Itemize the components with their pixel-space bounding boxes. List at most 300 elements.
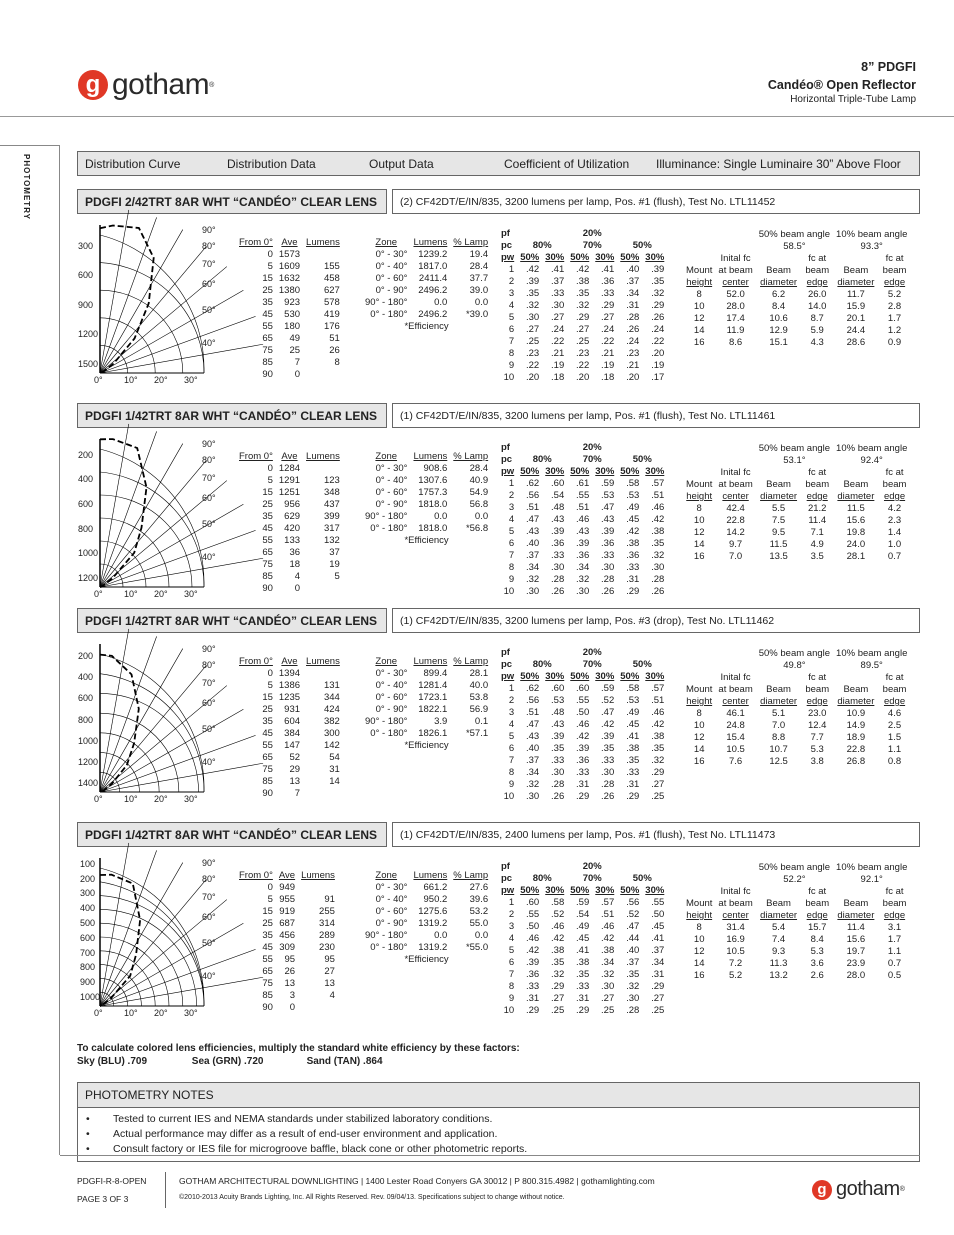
cu-cell: 1	[508, 478, 515, 489]
table-row	[236, 571, 343, 583]
cu-cell: 7	[508, 755, 515, 766]
table-row	[236, 942, 338, 954]
table-row	[498, 574, 667, 586]
tab-coefficient-of-utilization[interactable]: Coefficient of Utilization	[504, 156, 630, 171]
ill-cell: 12.4	[807, 720, 827, 731]
table-row	[498, 981, 667, 993]
dist-cell: 54	[329, 752, 340, 763]
dist-cell: 15	[262, 906, 273, 917]
cu-cell: .32	[526, 779, 540, 790]
factor-sea: Sea (GRN) .720	[191, 1056, 264, 1067]
ill-cell: 12.9	[769, 325, 788, 336]
polar-ring-label: 800	[80, 962, 96, 973]
ill-cell: 11.7	[846, 289, 865, 300]
ill-cell: 24.0	[846, 539, 866, 550]
table-row	[236, 499, 343, 511]
cu-cell: .26	[626, 324, 640, 335]
polar-ring-label: 200	[80, 873, 96, 884]
ill-cell: 8.7	[810, 313, 824, 324]
cu-cell: 10	[503, 586, 515, 597]
cu-pf-label: pf	[501, 442, 510, 453]
cu-pc-label: pc	[501, 454, 513, 465]
ill-cell: 15.6	[846, 934, 866, 945]
cu-cell: .42	[601, 933, 615, 944]
ill-header: Mount	[686, 684, 713, 695]
dist-cell: 1380	[278, 285, 301, 296]
cu-cell: .55	[651, 897, 665, 908]
dist-cell: 458	[323, 273, 340, 284]
cu-cell: .40	[526, 538, 540, 549]
cu-cell: .33	[601, 550, 615, 561]
cu-cell: .46	[651, 502, 665, 513]
table-row	[498, 909, 667, 921]
cu-floor-reflectance: 20%	[582, 647, 602, 658]
ill-header: beam	[805, 898, 830, 909]
tab-illuminance[interactable]: Illuminance: Single Luminaire 30” Above Floor	[656, 156, 901, 171]
output-cell: 0° - 30°	[375, 463, 408, 474]
cu-pc-label: pc	[501, 240, 513, 251]
polar-angle-label: 60°	[202, 912, 216, 922]
dist-header: Ave	[281, 237, 298, 248]
cu-cell: .44	[626, 933, 640, 944]
ill-cell: 7.5	[771, 515, 786, 526]
table-row	[498, 312, 667, 324]
cu-cell: .38	[601, 945, 615, 956]
cu-cell: 5	[508, 945, 515, 956]
dist-header: Lumens	[301, 870, 335, 881]
beam-50-label: 50% beam angle	[758, 229, 831, 240]
ill-header: diameter	[837, 491, 875, 502]
ill-cell: 3.5	[810, 551, 824, 562]
cu-cell: .29	[601, 300, 615, 311]
cu-cell: 9	[508, 993, 515, 1004]
cu-cell: .46	[576, 719, 590, 730]
ill-cell: 18.9	[846, 732, 866, 743]
table-row	[683, 934, 910, 946]
table-row	[236, 583, 343, 595]
footer-g-icon: g	[812, 1180, 832, 1200]
ill-cell: 0.7	[887, 551, 902, 562]
ill-cell: 2.6	[810, 970, 824, 981]
beam-50-label: 50% beam angle	[758, 443, 831, 454]
gotham-g-icon: g	[78, 70, 108, 100]
ill-header: diameter	[760, 491, 798, 502]
dist-cell: 419	[323, 309, 340, 320]
table-row	[236, 297, 343, 309]
cu-cell: .54	[576, 909, 590, 920]
cu-cell: .32	[576, 300, 590, 311]
ill-cell: 1.0	[887, 539, 902, 550]
dist-cell	[303, 583, 343, 595]
cu-cell: .30	[551, 767, 565, 778]
dist-cell: 0	[294, 583, 301, 594]
output-cell: 28.1	[469, 668, 489, 679]
dist-cell: 420	[284, 523, 301, 534]
table-row	[498, 945, 667, 957]
output-cell: 90° - 180°	[365, 297, 408, 308]
ill-cell: 1.7	[887, 934, 902, 945]
output-cell: 0° - 60°	[375, 692, 408, 703]
polar-ring-label: 900	[78, 299, 94, 310]
tab-distribution-curve[interactable]: Distribution Curve	[85, 156, 181, 171]
cu-cell: .25	[601, 1005, 615, 1016]
ill-cell: 11.4	[846, 922, 865, 933]
output-cell: 1319.2	[418, 918, 448, 929]
table-row	[362, 728, 491, 740]
cu-ceiling-70: 70%	[582, 454, 602, 465]
cu-cell: 2	[508, 695, 515, 706]
ill-cell: 5.1	[771, 708, 786, 719]
cu-cell: .30	[601, 562, 615, 573]
cu-cell: .46	[551, 921, 565, 932]
cu-cell: .59	[601, 478, 615, 489]
cu-cell: .35	[576, 288, 590, 299]
cu-cell: .47	[526, 719, 540, 730]
ill-header: diameter	[837, 696, 875, 707]
section-test-note: (2) CF42DT/E/IN/835, 3200 lumens per lamp, Pos. #1 (flush), Test No. LTL11452	[392, 189, 920, 214]
output-header: Zone	[375, 656, 398, 667]
dist-cell: 123	[323, 475, 340, 486]
polar-angle-label: 70°	[202, 678, 216, 688]
table-row	[498, 921, 667, 933]
cu-cell: .35	[651, 276, 665, 287]
dist-cell: 13	[284, 978, 296, 989]
output-cell: 950.2	[423, 894, 448, 905]
ill-cell: 15.9	[846, 301, 866, 312]
cu-cell: 9	[508, 779, 515, 790]
cu-cell: .22	[526, 360, 540, 371]
table-row	[498, 550, 667, 562]
table-row	[498, 767, 667, 779]
polar-angle-label: 60°	[202, 698, 216, 708]
polar-radial	[100, 246, 206, 373]
output-cell: 0° - 40°	[375, 475, 408, 486]
cu-cell: .55	[526, 909, 540, 920]
ill-cell: 8	[696, 708, 702, 719]
output-data-table	[362, 237, 491, 333]
cu-cell: .35	[626, 755, 640, 766]
dist-cell: 3	[289, 990, 296, 1001]
cu-cell: .20	[626, 372, 640, 383]
section-title: PDGFI 2/42TRT 8AR WHT “CANDÉO” CLEAR LENS	[77, 189, 387, 214]
ill-cell: 10.5	[726, 946, 745, 957]
cu-cell: .31	[576, 779, 590, 790]
cu-cell: .35	[576, 969, 590, 980]
polar-radial	[100, 460, 206, 587]
table-row	[236, 692, 343, 704]
ill-cell: 3.8	[810, 756, 824, 767]
ill-header: height	[686, 491, 713, 502]
cu-cell: .38	[651, 731, 665, 742]
cu-cell: .20	[576, 372, 590, 383]
notes-title: PHOTOMETRY NOTES	[78, 1083, 919, 1108]
ill-header: Inital fc	[720, 886, 751, 897]
cu-cell: .60	[526, 897, 540, 908]
cu-cell: .25	[651, 791, 665, 802]
cu-cell: .47	[626, 921, 640, 932]
polar-ring-label: 800	[78, 714, 94, 725]
polar-radial	[100, 431, 157, 587]
table-row	[236, 285, 343, 297]
dist-cell: 75	[262, 559, 273, 570]
cu-cell: .37	[626, 276, 640, 287]
cu-cell: .41	[651, 933, 665, 944]
polar-ring-label: 600	[78, 270, 94, 281]
tab-output-data[interactable]: Output Data	[369, 156, 434, 171]
output-cell: 90° - 180°	[365, 511, 408, 522]
cu-cell: .20	[526, 372, 540, 383]
ill-cell: 15.4	[726, 732, 745, 743]
table-row	[236, 978, 338, 990]
beam-50-label: 50% beam angle	[758, 648, 831, 659]
polar-ring	[100, 235, 204, 373]
table-row	[236, 954, 338, 966]
polar-angle-label: 20°	[154, 589, 168, 599]
cu-pw-label: pw	[501, 466, 515, 477]
cu-cell: .33	[576, 767, 590, 778]
table-row	[236, 788, 343, 800]
output-cell: 0° - 90°	[375, 918, 408, 929]
table-row	[236, 463, 343, 475]
polar-angle-label: 70°	[202, 473, 216, 483]
ill-cell: 12	[693, 313, 705, 324]
dist-cell: 317	[323, 523, 340, 534]
cu-cell: .30	[576, 586, 590, 597]
dist-cell: 923	[284, 297, 301, 308]
cu-cell: 8	[508, 767, 515, 778]
table-row	[362, 487, 491, 499]
output-data-table	[362, 656, 491, 752]
dist-cell: 8	[334, 357, 340, 368]
dist-header: From 0°	[239, 237, 273, 248]
cu-cell: .29	[576, 791, 590, 802]
cu-cell: .29	[626, 791, 640, 802]
dist-header: From 0°	[239, 870, 273, 881]
dist-cell: 147	[284, 740, 301, 751]
polar-angle-label: 20°	[154, 794, 168, 804]
footer-code: PDGFI-R-8-OPEN	[77, 1176, 147, 1186]
ill-header: at beam	[718, 684, 753, 695]
cu-cell: .42	[551, 933, 565, 944]
table-row	[236, 345, 343, 357]
polar-ring-label: 1000	[78, 548, 99, 559]
polar-angle-label: 0°	[94, 375, 103, 385]
cu-ceiling-50: 50%	[632, 873, 652, 884]
dist-header: Lumens	[306, 656, 340, 667]
table-row	[498, 526, 667, 538]
dist-cell: 95	[324, 954, 335, 965]
cu-wall-header: 50%	[620, 252, 640, 263]
cu-ceiling-50: 50%	[632, 454, 652, 465]
product-size: 8” PDGFI	[861, 60, 916, 74]
output-header: % Lamp	[453, 237, 489, 248]
output-cell: 28.4	[469, 463, 489, 474]
dist-cell: 382	[323, 716, 340, 727]
polar-ring-label: 500	[80, 918, 96, 928]
output-cell: 0° - 60°	[375, 273, 408, 284]
ill-header: fc at	[885, 886, 904, 897]
cu-cell: .49	[626, 707, 640, 718]
beam-10-label: 10% beam angle	[836, 862, 908, 873]
table-row	[236, 559, 343, 571]
brand-name: gotham	[112, 68, 210, 101]
dist-cell: 956	[284, 499, 301, 510]
cu-cell: .39	[526, 957, 540, 968]
ill-cell: 7.1	[810, 527, 824, 538]
cu-cell: .30	[601, 981, 615, 992]
cu-cell: .60	[551, 478, 565, 489]
beam-50-angle: 53.1°	[783, 455, 806, 466]
table-row	[236, 728, 343, 740]
dist-cell: 36	[289, 547, 301, 558]
polar-ring-label: 600	[78, 693, 94, 704]
cu-cell: .33	[551, 755, 565, 766]
cu-cell: .26	[551, 586, 565, 597]
dist-cell: 45	[262, 942, 273, 953]
cu-pf-label: pf	[501, 861, 510, 872]
table-row	[683, 922, 910, 934]
cu-cell: 10	[503, 791, 515, 802]
ill-cell: 0.5	[887, 970, 902, 981]
ill-header: edge	[806, 491, 828, 502]
ill-cell: 14	[693, 958, 705, 969]
polar-angle-label: 50°	[202, 519, 216, 529]
ill-header: height	[686, 910, 713, 921]
table-row	[362, 894, 491, 906]
cu-cell: 6	[508, 324, 515, 335]
dist-cell: 133	[284, 535, 301, 546]
table-row	[236, 357, 343, 369]
cu-cell: .35	[601, 743, 615, 754]
ill-cell: 46.1	[726, 708, 745, 719]
ill-cell: 8.4	[771, 301, 786, 312]
ill-header: Beam	[766, 479, 791, 490]
dist-cell	[298, 1002, 338, 1014]
cu-cell: .27	[576, 324, 590, 335]
cu-cell: .36	[626, 550, 640, 561]
ill-cell: 16	[693, 337, 705, 348]
cu-cell: .30	[601, 767, 615, 778]
table-row	[683, 539, 910, 551]
dist-cell: 25	[262, 285, 273, 296]
cu-cell: .41	[626, 731, 640, 742]
cu-cell: .19	[651, 360, 665, 371]
cu-cell: .38	[626, 538, 640, 549]
ill-cell: 12	[693, 527, 705, 538]
cu-cell: .33	[601, 288, 615, 299]
cu-wall-header: 50%	[520, 466, 540, 477]
dist-cell: 1609	[278, 261, 301, 272]
table-row	[683, 958, 910, 970]
ill-cell: 7.6	[728, 756, 743, 767]
dist-cell: 27	[324, 966, 335, 977]
ill-cell: 10.5	[726, 744, 745, 755]
output-cell: 0° - 90°	[375, 704, 408, 715]
cu-cell: .56	[526, 695, 540, 706]
cu-cell: .30	[526, 586, 540, 597]
table-row	[362, 475, 491, 487]
cu-cell: .31	[526, 993, 540, 1004]
ill-header: beam	[882, 684, 907, 695]
polar-ring-label: 800	[78, 523, 94, 534]
ill-header: edge	[883, 696, 906, 707]
output-cell: 0° - 30°	[375, 882, 408, 893]
table-row	[236, 487, 343, 499]
coefficient-of-utilization-table	[498, 647, 667, 803]
table-row	[683, 720, 910, 732]
ill-header: edge	[883, 910, 906, 921]
cu-cell: .20	[651, 348, 665, 359]
dist-cell: 131	[323, 680, 340, 691]
dist-cell: 18	[289, 559, 301, 570]
ill-header: beam	[882, 479, 907, 490]
beam-10-label: 10% beam angle	[836, 229, 908, 240]
cu-wall-header: 50%	[520, 885, 540, 896]
cu-cell: .46	[576, 514, 590, 525]
polar-angle-label: 10°	[124, 1008, 138, 1018]
table-row	[498, 743, 667, 755]
cu-floor-reflectance: 20%	[582, 861, 602, 872]
tab-distribution-data[interactable]: Distribution Data	[227, 156, 316, 171]
cu-cell: .36	[601, 276, 615, 287]
cu-cell: .30	[551, 300, 565, 311]
dist-cell: 75	[262, 978, 273, 989]
cu-cell: .37	[626, 957, 640, 968]
ill-header: fc at	[885, 467, 904, 478]
cu-ceiling-80: 80%	[532, 659, 552, 670]
dist-cell: 314	[319, 918, 335, 929]
cu-cell: .49	[576, 921, 590, 932]
polar-angle-label: 90°	[202, 858, 216, 868]
output-cell: 1817.0	[418, 261, 448, 272]
ill-header: fc at	[808, 886, 827, 897]
cu-cell: .40	[526, 743, 540, 754]
table-row	[683, 744, 910, 756]
dist-cell: 931	[284, 704, 301, 715]
cu-cell: .28	[601, 574, 615, 585]
output-cell: 54.9	[469, 487, 489, 498]
dist-cell: 35	[262, 511, 273, 522]
cu-cell: .41	[551, 264, 565, 275]
dist-cell: 90	[262, 1002, 273, 1013]
dist-cell: 142	[323, 740, 340, 751]
dist-cell: 25	[262, 704, 273, 715]
output-cell: 37.7	[469, 273, 489, 284]
ill-header: at beam	[718, 265, 753, 276]
gotham-logo: g gotham ®	[78, 68, 214, 102]
cu-cell: .52	[551, 909, 565, 920]
output-cell: 1319.2	[418, 942, 448, 953]
output-cell: 3.9	[434, 716, 448, 727]
ill-cell: 24.8	[726, 720, 745, 731]
cu-cell: .25	[551, 1005, 565, 1016]
cu-cell: .45	[651, 921, 665, 932]
table-row	[683, 503, 910, 515]
section-title: PDGFI 1/42TRT 8AR WHT “CANDÉO” CLEAR LENS	[77, 822, 387, 847]
cu-cell: .28	[551, 574, 565, 585]
ill-cell: 22.8	[726, 515, 745, 526]
coefficient-of-utilization-table	[498, 228, 667, 384]
cu-cell: .42	[526, 945, 540, 956]
footer-center	[179, 1176, 655, 1201]
cu-cell: 7	[508, 969, 515, 980]
dist-cell: 49	[289, 333, 301, 344]
polar-radial	[100, 530, 256, 587]
dist-header: Ave	[281, 451, 298, 462]
ill-cell: 20.1	[846, 313, 866, 324]
cu-ceiling-80: 80%	[532, 873, 552, 884]
output-cell: 55.0	[469, 918, 489, 929]
